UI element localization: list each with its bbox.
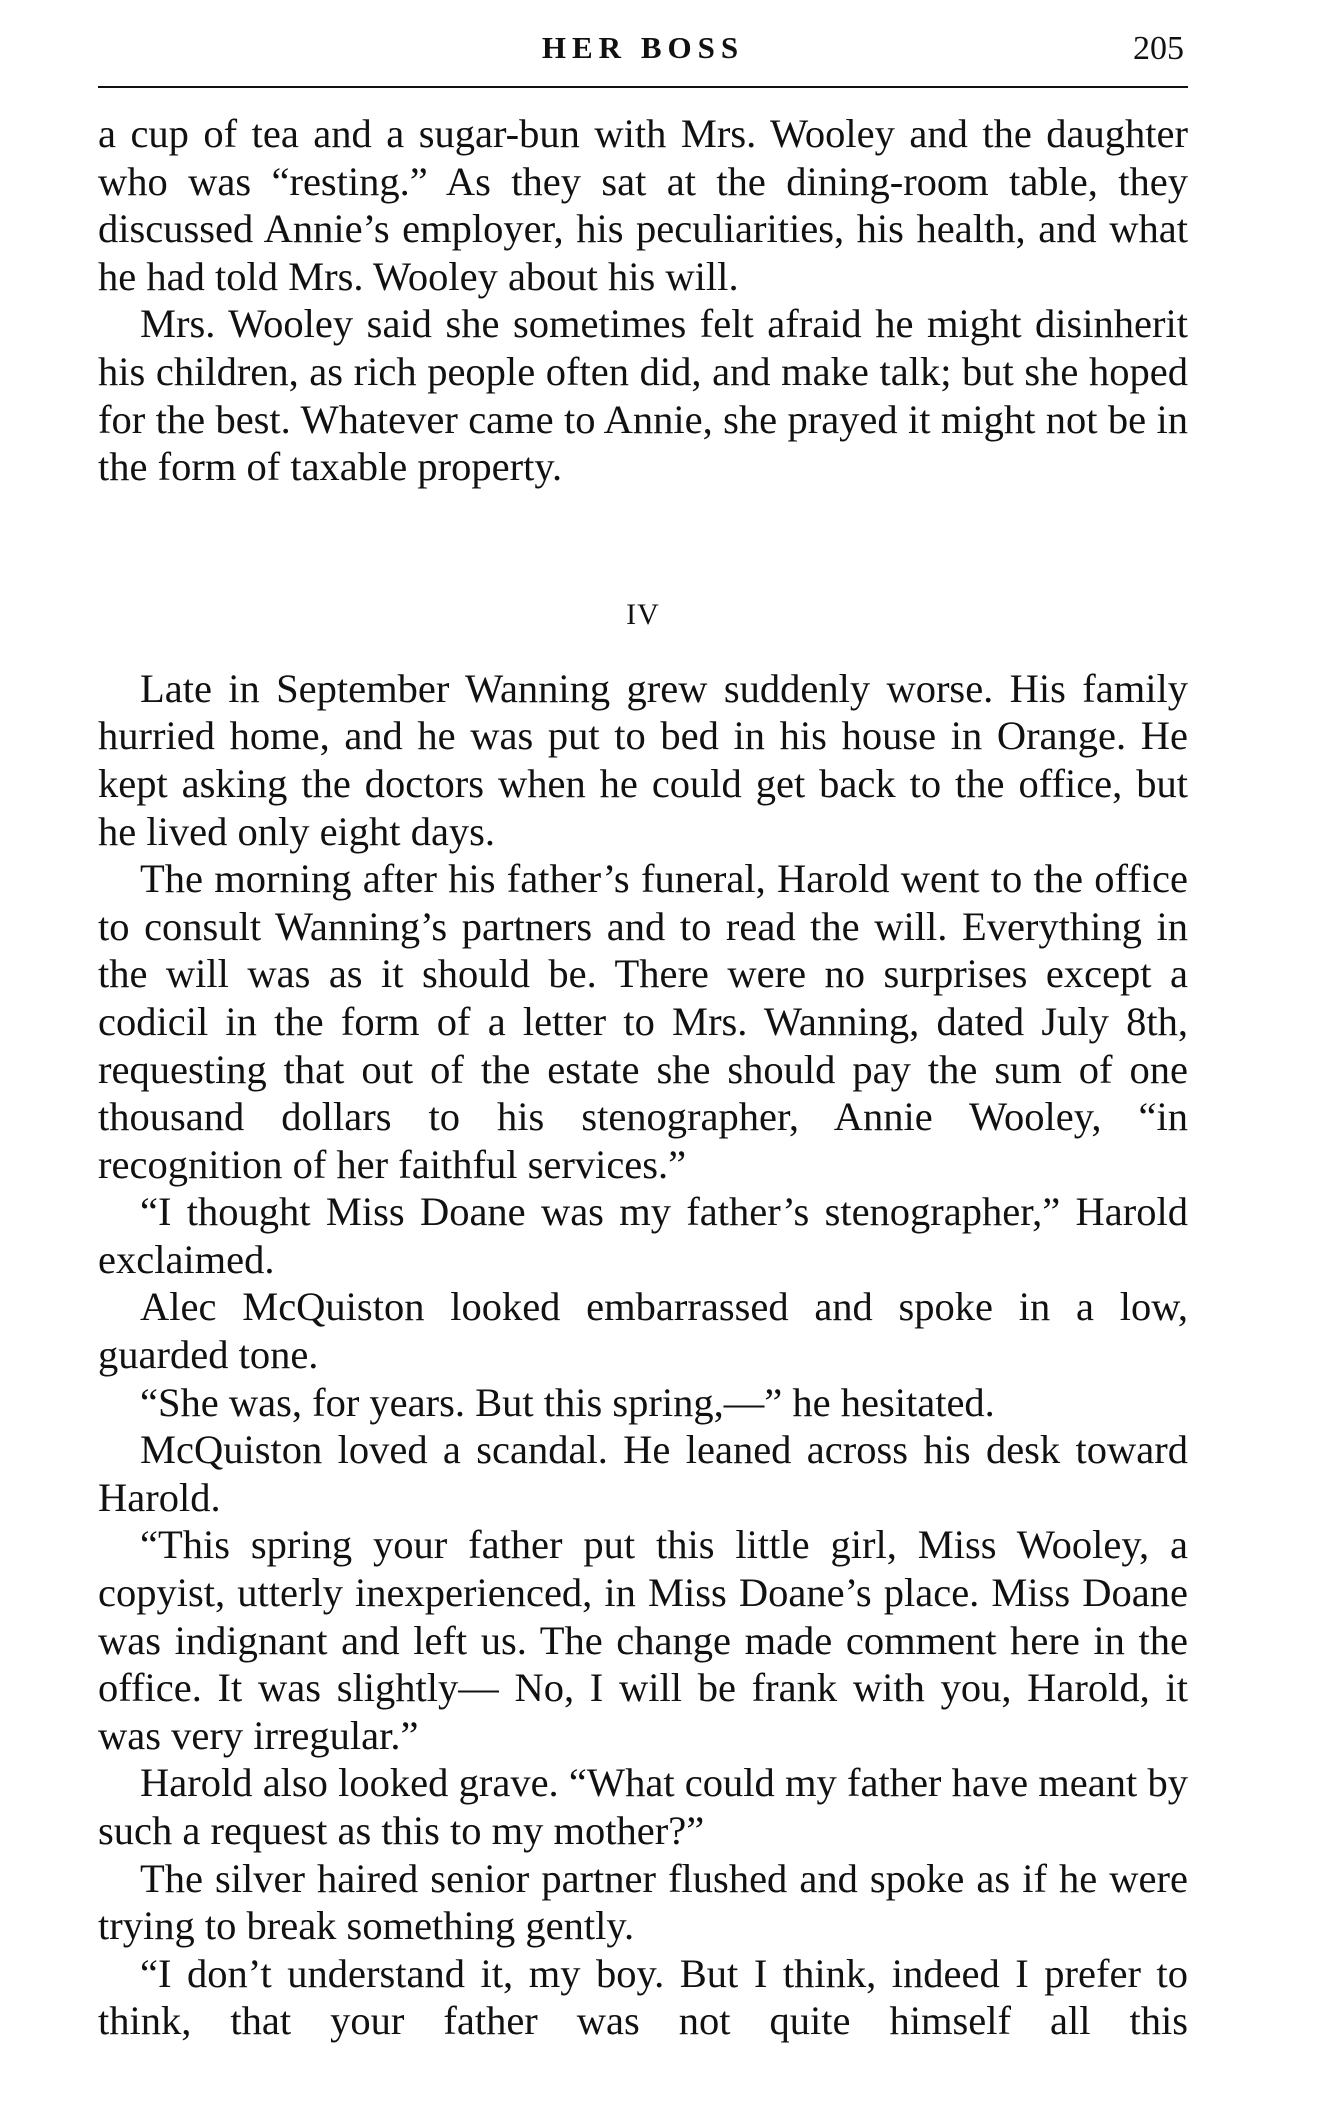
paragraph: Mrs. Wooley said she sometimes felt afraid he might disinherit his children, as rich people often did, and make talk; but she hoped for the best. Whatever came to Annie, she prayed it might not be in the form of taxable property. <box>98 301 1188 490</box>
page-body <box>98 110 1188 2045</box>
section-number: IV <box>626 597 660 631</box>
paragraph: The silver haired senior partner flushed and spoke as if he were trying to break something gently. <box>98 1855 1188 1949</box>
paragraph: Late in September Wanning grew suddenly worse. His family hurried home, and he was put to bed in his house in Orange. He kept asking the doctors when he could get back to the office, but he lived only eight days. <box>98 665 1188 854</box>
page-number: 205 <box>1133 30 1184 67</box>
paragraph: Alec McQuiston looked embarrassed and spoke in a low, guarded tone. <box>98 1284 1188 1378</box>
paragraph: The morning after his father’s funeral, Harold went to the office to consult Wanning’s partners and to read the will. Everything in the will was as it should be. There were no surprises except a codicil in the form of a letter to Mrs. Wanning, dated July 8th, requesting that out of the estate she should pay the sum of one thousand dollars to his stenographer, Annie Wooley, “in recognition of her faithful services.” <box>98 856 1188 1187</box>
paragraph: “I thought Miss Doane was my father’s stenographer,” Harold exclaimed. <box>98 1189 1188 1282</box>
running-head: HER BOSS <box>541 30 745 65</box>
paragraph: “This spring your father put this little girl, Miss Wooley, a copyist, utterly inexperienced, in Miss Doane’s place. Miss Doane was indignant and left us. The change made comment here in the office. It was slightly— No, I will be frank with you, Harold, it was very irregular.” <box>98 1522 1188 1758</box>
book-page <box>98 30 1188 2045</box>
header-rule <box>98 86 1188 88</box>
paragraph: McQuiston loved a scandal. He leaned across his desk toward Harold. <box>98 1427 1188 1520</box>
page-header <box>98 30 1188 88</box>
paragraph: “She was, for years. But this spring,—” he hesitated. <box>140 1379 995 1425</box>
paragraph: “I don’t understand it, my boy. But I think, indeed I prefer to think, that your father was not quite himself all this <box>98 1950 1188 2044</box>
paragraph: Harold also looked grave. “What could my father have meant by such a request as this to my mother?” <box>98 1760 1188 1853</box>
paragraph: a cup of tea and a sugar-bun with Mrs. Wooley and the daughter who was “resting.” As they sat at the dining-room table, they discussed Annie’s employer, his peculiarities, his health, and what he had told Mrs. Wooley about his will. <box>98 111 1188 299</box>
